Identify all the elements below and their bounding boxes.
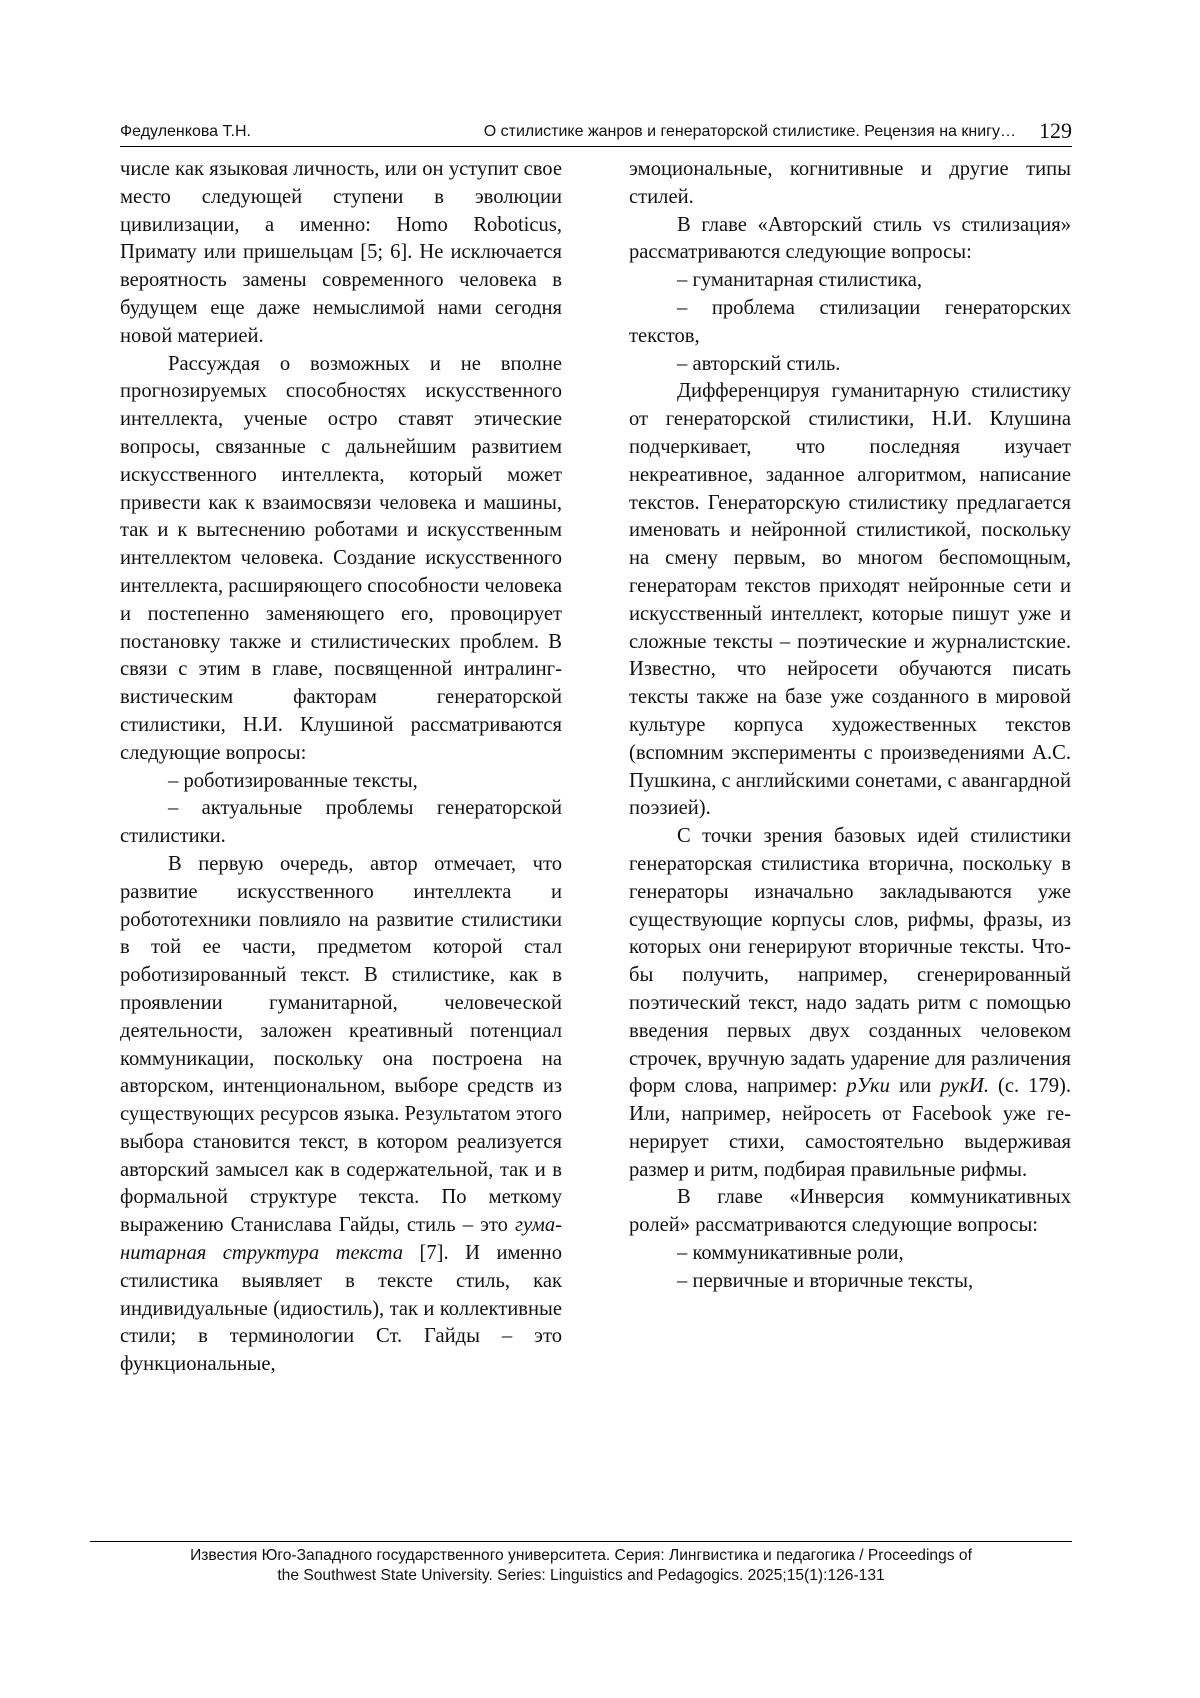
footer-line: Известия Юго-Западного государственного университета. Серия: Лингвистика и педагогика / Proceedings of xyxy=(190,1547,972,1564)
text-run: В первую очередь, автор отмечает, что развитие искусственного интеллекта и робототехники повлияло на развитие стилистики в той ее части, предметом которой стал роботизированный текст. В стилистике, как в проявлении гуманитарной, человеческой деятельности, заложен креативный потенциал коммуникации, поскольку она построена на авторском, интенциональном, выборе средств из существующих ресурсов языка. Результатом этого выбора становится текст, в котором реализуется авторский замысел как в содержательной, так и в формальной структуре текста. По меткому выражению Станислава Гайды, стиль – это xyxy=(120,852,562,1237)
list-item: – актуальные проблемы генераторской стилистики. xyxy=(120,797,562,848)
paragraph: В главе «Инверсия коммуникативных ролей» рассматриваются следующие вопросы: xyxy=(629,1186,1071,1237)
paragraph: Дифференцируя гуманитарную стилистику от генераторской стилистики, Н.И. Клушина подчеркивает, что последняя изучает некреативное, заданное алгоритмом, написание текстов. Генераторскую стилистику предлагается именовать и нейронной стилистикой, поскольку на смену первым, во многом беспомощным, генераторам текстов приходят нейронные сети и искусственный интеллект, которые пишут уже и сложные тексты – поэтические и журналистские. Известно, что нейросети обучаются писать тексты также на базе уже созданного в мировой культуре корпуса художественных текстов (вспомним эксперименты с произведениями А.С. Пушкина, с английскими сонетами, с авангардной поэзией). xyxy=(629,380,1071,820)
italic-term: рУки xyxy=(846,1075,890,1098)
italic-term: гуманитарная структура текста xyxy=(120,1214,562,1265)
list-item: – коммуникативные роли, xyxy=(677,1242,904,1265)
text-run: [7]. И именно стилистика выявляет в тексте стиль, как индивидуальные (идиостиль), так и коллективные стили; в терминологии Ст. Гайды – это функциональные, xyxy=(120,1242,562,1376)
text-run: (с. 179). Или, например, нейросеть от Facebook уже генерирует стихи, самостоятельно выдерживая размер и ритм, подбирая правильные рифмы. xyxy=(629,1075,1071,1181)
left-column xyxy=(120,156,562,1379)
right-column xyxy=(629,156,1071,1296)
text-run: или xyxy=(889,1075,941,1098)
paragraph: числе как языковая личность, или он уступит свое место следующей ступени в эволюции цивилизации, а именно: Homo Roboticus, Примату или пришельцам [5; 6]. Не исключается вероятность замены современного человека в будущем еще даже немыслимой нами сегодня новой материей. xyxy=(120,158,562,347)
journal-footer xyxy=(90,1541,1072,1586)
header-author: Федуленкова Т.Н. xyxy=(120,123,251,140)
paragraph xyxy=(120,851,562,1379)
footer-line: the Southwest State University. Series: Linguistics and Pedagogics. 2025;15(1):126-131 xyxy=(277,1567,885,1584)
list-item: – авторский стиль. xyxy=(677,352,841,375)
header-title: О стилистике жанров и генераторской стилистике. Рецензия на книгу… xyxy=(483,123,1016,140)
italic-term: рукИ. xyxy=(940,1075,990,1098)
list-item: – роботизированные тексты, xyxy=(168,769,418,792)
list-item: – первичные и вторичные тексты, xyxy=(677,1269,974,1292)
list-item: – проблема стилизации генераторских текстов, xyxy=(629,296,1071,347)
list-item: – гуманитарная стилистика, xyxy=(677,269,923,292)
running-header xyxy=(120,118,1072,147)
paragraph xyxy=(629,823,1071,1184)
paragraph: Рассуждая о возможных и не вполне прогнозируемых способностях искусственного интеллекта, ученые остро ставят этические вопросы, связанные с дальнейшим развитием искусственного интеллекта, который может привести как к взаимосвязи человека и машины, так и к вытеснению роботами и искусственным интеллектом человека. Создание искусственного интеллекта, расширяющего способности человека и постепенно заменяющего его, провоцирует постановку также и стилистических проблем. В связи с этим в главе, посвященной интралингвистическим факторам генераторской стилистики, Н.И. Клушиной рассматриваются следующие вопросы: xyxy=(120,352,562,764)
text-run: С точки зрения базовых идей стилистики генераторская стилистика вторична, поскольку в генераторы изначально закладываются уже существующие корпусы слов, рифмы, фразы, из которых они генерируют вторичные тексты. Чтобы получить, например, сгенерированный поэтический текст, надо задать ритм с помощью введения первых двух созданных человеком строчек, вручную задать ударение для различения форм слова, например: xyxy=(629,825,1071,1098)
paragraph: В главе «Авторский стиль vs стилизация» рассматриваются следующие вопросы: xyxy=(629,213,1071,264)
page-number: 129 xyxy=(1039,118,1072,143)
paragraph: эмоциональные, когнитивные и другие типы стилей. xyxy=(629,158,1071,208)
